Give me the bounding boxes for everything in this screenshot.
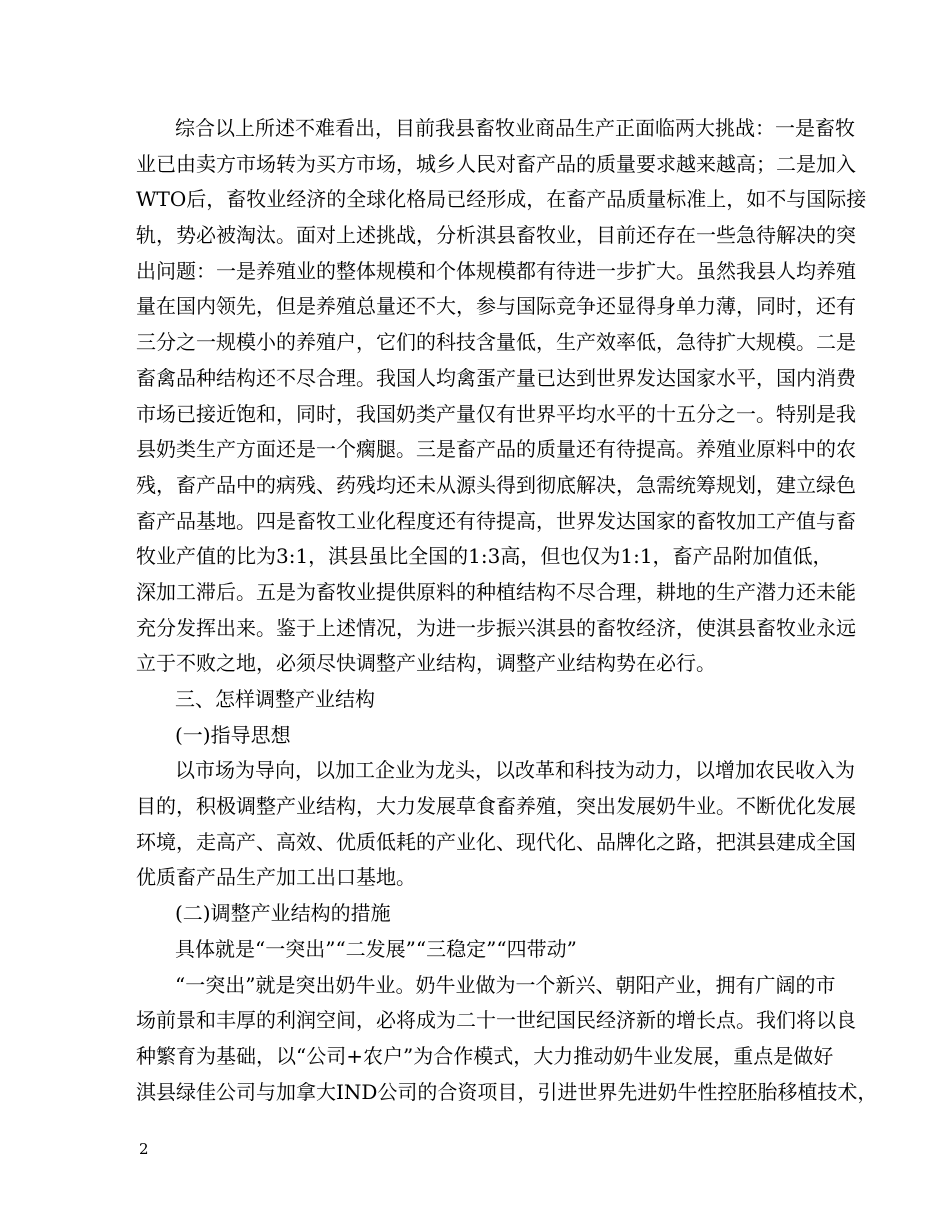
text-line: 残，畜产品中的病残、药残均还未从源头得到彻底解决，急需统筹规划，建立绿色 (136, 472, 856, 497)
text-line: 目的，积极调整产业结构，大力发展草食畜养殖，突出发展奶牛业。不断优化发展 (136, 794, 856, 819)
text-line: 环境，走高产、高效、优质低耗的产业化、现代化、品牌化之路，把淇县建成全国 (136, 829, 856, 854)
text-line: 综合以上所述不难看出，目前我县畜牧业商品生产正面临两大挑战：一是畜牧 (175, 116, 855, 140)
text-line: 优质畜产品生产加工出口基地。 (136, 865, 416, 890)
text-line: 三分之一规模小的养殖户，它们的科技含量低，生产效率低，急待扩大规模。二是 (136, 330, 856, 355)
text-line: 市场已接近饱和，同时，我国奶类产量仅有世界平均水平的十五分之一。特别是我 (136, 401, 856, 426)
text-line: 出问题：一是养殖业的整体规模和个体规模都有待进一步扩大。虽然我县人均养殖 (136, 258, 856, 283)
text-line: 充分发挥出来。鉴于上述情况，为进一步振兴淇县的畜牧经济，使淇县畜牧业永远 (136, 615, 856, 640)
text-line: (二)调整产业结构的措施 (175, 901, 391, 926)
text-line: 以市场为导向，以加工企业为龙头，以改革和科技为动力，以增加农民收入为 (175, 758, 855, 783)
text-line: 县奶类生产方面还是一个瘸腿。三是畜产品的质量还有待提高。养殖业原料中的农 (136, 437, 856, 462)
text-line: 业已由卖方市场转为买方市场，城乡人民对畜产品的质量要求越来越高；二是加入 (136, 151, 856, 176)
body-text (136, 111, 878, 1110)
text-line: 深加工滞后。五是为畜牧业提供原料的种植结构不尽合理，耕地的生产潜力还未能 (136, 579, 856, 604)
text-line: 三、怎样调整产业结构 (175, 687, 375, 711)
text-line: 牧业产值的比为3:1，淇县虽比全国的1:3高，但也仅为1:1，畜产品附加值低， (136, 544, 833, 569)
text-line: “一突出”就是突出奶牛业。奶牛业做为一个新兴、朝阳产业，拥有广阔的市 (175, 972, 836, 997)
text-line: 量在国内领先，但是养殖总量还不大，参与国际竞争还显得身单力薄，同时，还有 (136, 294, 856, 319)
page-number: 2 (139, 1140, 149, 1158)
text-line: 畜禽品种结构还不尽合理。我国人均禽蛋产量已达到世界发达国家水平，国内消费 (136, 365, 856, 390)
text-line: 轨，势必被淘汰。面对上述挑战，分析淇县畜牧业，目前还存在一些急待解决的突 (136, 223, 856, 248)
text-line: 场前景和丰厚的利润空间，必将成为二十一世纪国民经济新的增长点。我们将以良 (136, 1008, 856, 1033)
text-line: (一)指导思想 (175, 722, 291, 747)
text-line: 种繁育为基础，以“公司+农户”为合作模式，大力推动奶牛业发展，重点是做好 (136, 1043, 834, 1068)
text-line: 立于不败之地，必须尽快调整产业结构，调整产业结构势在必行。 (136, 651, 716, 676)
text-line: 淇县绿佳公司与加拿大IND公司的合资项目，引进世界先进奶牛性控胚胎移植技术， (136, 1079, 878, 1104)
text-line: WTO后，畜牧业经济的全球化格局已经形成，在畜产品质量标准上，如不与国际接 (136, 187, 867, 212)
text-line: 具体就是“一突出”“二发展”“三稳定”“四带动” (175, 936, 577, 961)
text-line: 畜产品基地。四是畜牧工业化程度还有待提高，世界发达国家的畜牧加工产值与畜 (136, 508, 856, 533)
